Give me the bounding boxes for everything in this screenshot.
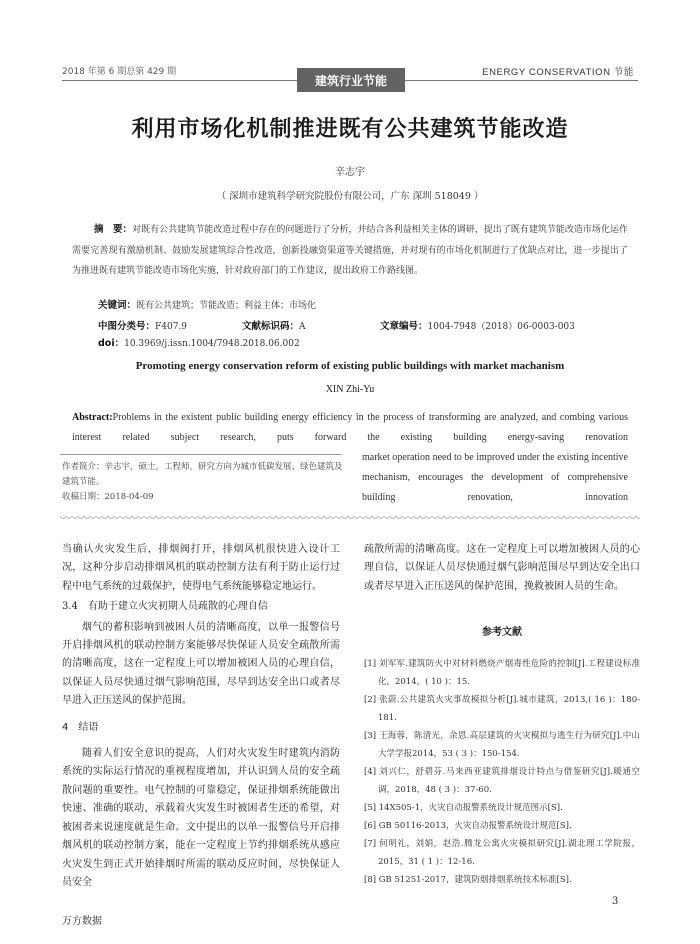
reference-list	[364, 655, 640, 889]
reference-item: [3] 王海蓉，陈清光，余恩.高层建筑的火灾模拟与逃生行为研究[J].中山大学学报2014，53 ( 3 )：150-154.	[364, 730, 640, 759]
doi-value: 10.3969/j.issn.1004/7948.2018.06.002	[124, 339, 300, 349]
body-left-column	[62, 541, 340, 892]
keywords-cn	[98, 297, 316, 311]
abstract-en-continued: market operation need to be improved under the existing incentive mechanism, encourages the development of comprehensive building renovation, innovation	[362, 452, 628, 503]
affiliation-cn: （ 深圳市建筑科学研究院股份有限公司，广东 深圳 518049 ）	[216, 191, 484, 202]
wavy-divider	[60, 516, 640, 522]
journal-name: ENERGY CONSERVATION 节能	[482, 67, 634, 78]
reference-item: [5] 14X505-1，火灾自动报警系统设计规范图示[S].	[364, 802, 563, 813]
body-paragraph: 疏散所需的清晰高度。这在一定程度上可以增加被困人员的心理自信，以保证人员尽快通过烟气影响范围尽早到达安全出口或者尽早进入正压送风的保护范围，挽救被困人员的生命。	[364, 544, 640, 592]
body-paragraph: 当确认火灾发生后，排烟阀打开，排烟风机很快进入设计工况，这种分步启动排烟风机的联动控制方法有利于防止运行过程中电气系统的过载保护，使得电气系统能够稳定地运行。	[62, 544, 340, 592]
author-en: XIN Zhi-Yu	[325, 384, 375, 395]
abstract-cn	[72, 220, 628, 282]
received-date: 收稿日期：2018-04-09	[62, 492, 154, 502]
author-bio: 作者简介：辛志宇，硕士，工程师，研究方向为城市低碳发展、绿色建筑及建筑节能。	[62, 462, 343, 487]
paper-title: 利用市场化机制推进既有公共建筑节能改造	[131, 117, 569, 142]
abstract-en	[72, 408, 628, 448]
clc-value: F407.9	[155, 322, 188, 332]
reference-item: [6] GB 50116-2013，火灾自动报警系统设计规范[S].	[364, 820, 572, 831]
reference-item: [8] GB 51251-2017，建筑防烟排烟系统技术标准[S].	[364, 874, 572, 885]
reference-item: [7] 何明礼，刘娟，赵浩.腾龙公寓火灾模拟研究[J].湖北理工学院报，2015，31 ( 1 )：12-16.	[364, 838, 640, 867]
issue-info: 2018 年第 6 期总第 429 期	[62, 67, 177, 77]
reference-item: [2] 张蔚.公共建筑火灾事故模拟分析[J].城市建筑，2013,( 16 )：180-181.	[364, 694, 640, 723]
doc-code-item	[242, 318, 380, 332]
section-heading: 4 结语	[62, 721, 99, 733]
source-watermark: 万方数据	[62, 916, 102, 927]
subsection-heading: 3.4 有助于建立火灾初期人员疏散的心理自信	[62, 601, 268, 613]
article-no-item	[380, 318, 575, 332]
keywords-text: 既有公共建筑；节能改造；利益主体；市场化	[136, 301, 317, 311]
body-right-column	[364, 541, 640, 889]
clc-item	[98, 318, 242, 332]
abstract-cn-text: 对既有公共建筑节能改造过程中存在的问题进行了分析，并结合各利益相关主体的调研，提出了既有建筑节能改造市场化运作需要完善现有激励机制、鼓励发展建筑综合性改造，创新投融资渠道等关键措施，并对现有的市场化机制进行了优缺点对比，进一步提出了为推进既有建筑节能改造市场化实施，针对政府部门的工作建议，提出政府工作路线图。	[72, 225, 628, 276]
clc-label: 中图分类号：	[98, 321, 156, 332]
reference-item: [1] 刘军军.建筑防火中对材料燃烧产烟毒性危险的控制[J].工程建设标准化，2014，( 10 )：15.	[364, 658, 640, 687]
section-badge: 建筑行业节能	[297, 68, 405, 92]
doc-code-value: A	[299, 322, 306, 332]
body-paragraph: 烟气的蓄积影响到被困人员的清晰高度，以单一报警信号开启排烟风机的联动控制方案能够尽快保证人员安全疏散所需的清晰高度，这在一定程度上可以增加被困人员的心理自信，以保证人员尽快通过烟气影响范围，尽早到达安全出口或者尽早进入正压送风的保护范围。	[62, 621, 340, 707]
author-cn: 辛志宇	[335, 167, 365, 178]
page-number: 3	[612, 896, 619, 907]
article-no-value: 1004-7948（2018）06-0003-003	[427, 322, 575, 332]
references-title: 参考文献	[482, 627, 522, 639]
author-footnote	[62, 460, 344, 505]
doi	[98, 335, 300, 349]
paper-title-en: Promoting energy conservation reform of existing public buildings with market machanism	[135, 360, 565, 372]
doc-code-label: 文献标识码：	[242, 321, 300, 332]
abstract-cn-label: 摘 要：	[94, 224, 133, 235]
abstract-en-label: Abstract:	[72, 412, 113, 423]
doi-label: doi：	[98, 338, 125, 349]
classification-info	[98, 318, 618, 332]
body-paragraph: 随着人们安全意识的提高，人们对火灾发生时建筑内消防系统的实际运行情况的重视程度增加，并认识到人员的安全疏散问题的重要性。电气控制的可靠稳定，保证排烟系统能做出快速、准确的联动，承载着火灾发生时被困者生还的希望，对被困者来说速度就是生命。文中提出的以单一报警信号开启排烟风机的联动控制方案，能在一定程度上节约排烟系统从感应火灾发生到正式开始排烟时所需的联动反应时间，尽快保证人员安全	[62, 748, 340, 888]
footnote-divider	[60, 454, 342, 455]
keywords-label: 关键词：	[98, 300, 137, 311]
reference-item: [4] 刘兴仁，舒碧芬.马来西亚建筑排烟设计特点与借鉴研究[J].暖通空调，2018，48 ( 3 )：37-60.	[364, 766, 640, 795]
abstract-en-text: Problems in the existent public building energy efficiency in the process of transforming are analyzed, and combing various interest related subject research, puts forward the existing building energy-saving renovation	[72, 412, 628, 443]
article-no-label: 文章编号：	[380, 321, 428, 332]
